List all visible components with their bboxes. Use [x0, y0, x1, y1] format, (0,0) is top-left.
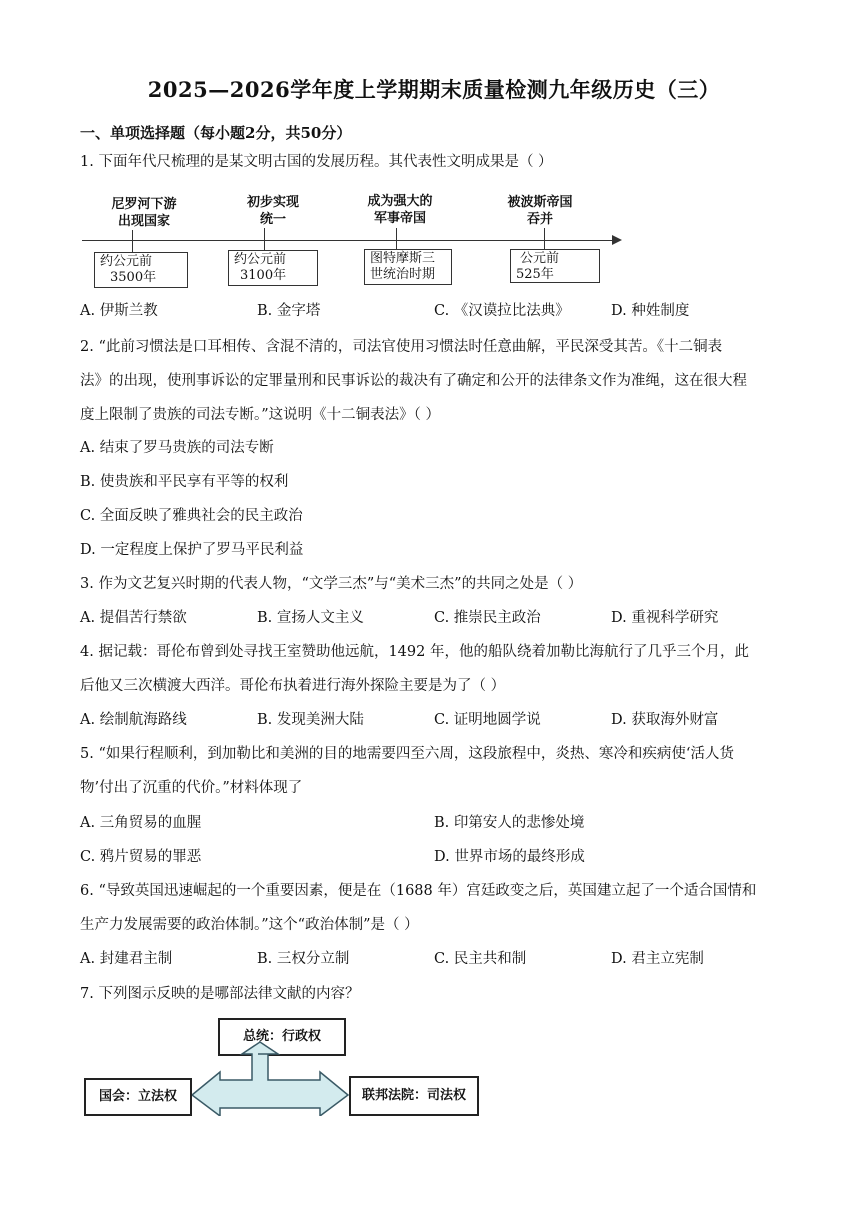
q3-option-a[interactable]: A. 提倡苦行禁欲 [80, 610, 187, 626]
q4-option-d[interactable]: D. 获取海外财富 [611, 712, 719, 728]
question-5-line-2: 物’付出了沉重的代价。”材料体现了 [80, 780, 303, 796]
q6-option-a[interactable]: A. 封建君主制 [80, 951, 173, 967]
timeline-axis [82, 240, 614, 241]
question-5-line-1: 5. “如果行程顺利，到加勒比和美洲的目的地需要四至六周，这段旅程中，炎热、寒冷和疾病使‘活人货 [80, 746, 734, 762]
q6-option-d[interactable]: D. 君主立宪制 [611, 951, 704, 967]
q4-option-c[interactable]: C. 证明地圆学说 [434, 712, 541, 728]
timeline-date-4: 公元前 525年 [510, 249, 600, 283]
diagram-box-congress: 国会：立法权 [84, 1078, 192, 1116]
q2-option-d[interactable]: D. 一定程度上保护了罗马平民利益 [80, 542, 304, 558]
timeline-date-3: 图特摩斯三 世统治时期 [364, 249, 452, 285]
q1-option-d[interactable]: D. 种姓制度 [611, 303, 690, 319]
question-2-line-3: 度上限制了贵族的司法专断。”这说明《十二铜表法》（ ） [80, 407, 441, 423]
question-7-stem: 7. 下列图示反映的是哪部法律文献的内容？ [80, 986, 360, 1002]
diagram-box-president: 总统：行政权 [218, 1018, 346, 1056]
q5-option-d[interactable]: D. 世界市场的最终形成 [434, 849, 585, 865]
q5-option-a[interactable]: A. 三角贸易的血腥 [80, 815, 202, 831]
question-4-line-1: 4. 据记载：哥伦布曾到处寻找王室赞助他远航，1492 年，他的船队绕着加勒比海航行了几乎三个月，此 [80, 644, 749, 660]
q6-option-c[interactable]: C. 民主共和制 [434, 951, 527, 967]
timeline-event-4: 被波斯帝国 吞并 [507, 195, 573, 227]
q3-option-c[interactable]: C. 推崇民主政治 [434, 610, 541, 626]
q2-option-a[interactable]: A. 结束了罗马贵族的司法专断 [80, 440, 274, 456]
q4-option-a[interactable]: A. 绘制航海路线 [80, 712, 187, 728]
timeline-tick-3 [396, 228, 397, 250]
q2-option-c[interactable]: C. 全面反映了雅典社会的民主政治 [80, 508, 303, 524]
q1-option-b[interactable]: B. 金字塔 [257, 303, 321, 319]
section-heading: 一、单项选择题（每小题2分，共50分） [80, 124, 352, 142]
q6-option-b[interactable]: B. 三权分立制 [257, 951, 350, 967]
q3-option-d[interactable]: D. 重视科学研究 [611, 610, 719, 626]
question-3-stem: 3. 作为文艺复兴时期的代表人物，“文学三杰”与“美术三杰”的共同之处是（ ） [80, 576, 583, 592]
q5-option-b[interactable]: B. 印第安人的悲惨处境 [434, 815, 585, 831]
question-1-stem: 1. 下面年代尺梳理的是某文明古国的发展历程。其代表性文明成果是（ ） [80, 154, 553, 170]
q5-option-c[interactable]: C. 鸦片贸易的罪恶 [80, 849, 202, 865]
diagram-box-federal-court: 联邦法院：司法权 [349, 1076, 479, 1116]
diagram-arrows-icon [180, 1040, 360, 1116]
q1-option-c[interactable]: C. 《汉谟拉比法典》 [434, 303, 570, 319]
timeline-date-1: 约公元前 3500年 [94, 252, 188, 288]
q3-option-b[interactable]: B. 宣扬人文主义 [257, 610, 364, 626]
timeline-tick-2 [264, 228, 265, 252]
q2-option-b[interactable]: B. 使贵族和平民享有平等的权利 [80, 474, 289, 490]
question-6-line-2: 生产力发展需要的政治体制。”这个“政治体制”是（ ） [80, 917, 419, 933]
timeline-tick-4 [544, 228, 545, 250]
timeline-date-2: 约公元前 3100年 [228, 250, 318, 286]
question-2-line-1: 2. “此前习惯法是口耳相传、含混不清的，司法官使用习惯法时任意曲解，平民深受其苦。《十二铜表 [80, 339, 723, 355]
q4-option-b[interactable]: B. 发现美洲大陆 [257, 712, 364, 728]
timeline-arrow-icon [612, 235, 622, 245]
question-6-line-1: 6. “导致英国迅速崛起的一个重要因素，便是在（1688 年）宫廷政变之后，英国建立起了一个适合国情和 [80, 883, 757, 899]
timeline-tick-1 [132, 230, 133, 254]
timeline-event-3: 成为强大的 军事帝国 [367, 194, 433, 226]
question-4-line-2: 后他又三次横渡大西洋。哥伦布执着进行海外探险主要是为了（ ） [80, 678, 506, 694]
page-title: 2025—2026学年度上学期期末质量检测九年级历史（三） [147, 77, 721, 102]
timeline-event-2: 初步实现 统一 [246, 195, 299, 227]
q1-option-a[interactable]: A. 伊斯兰教 [80, 303, 158, 319]
question-2-line-2: 法》的出现，使刑事诉讼的定罪量刑和民事诉讼的裁决有了确定和公开的法律条文作为准绳，这在很大程 [80, 373, 747, 389]
timeline-event-1: 尼罗河下游 出现国家 [111, 197, 177, 229]
